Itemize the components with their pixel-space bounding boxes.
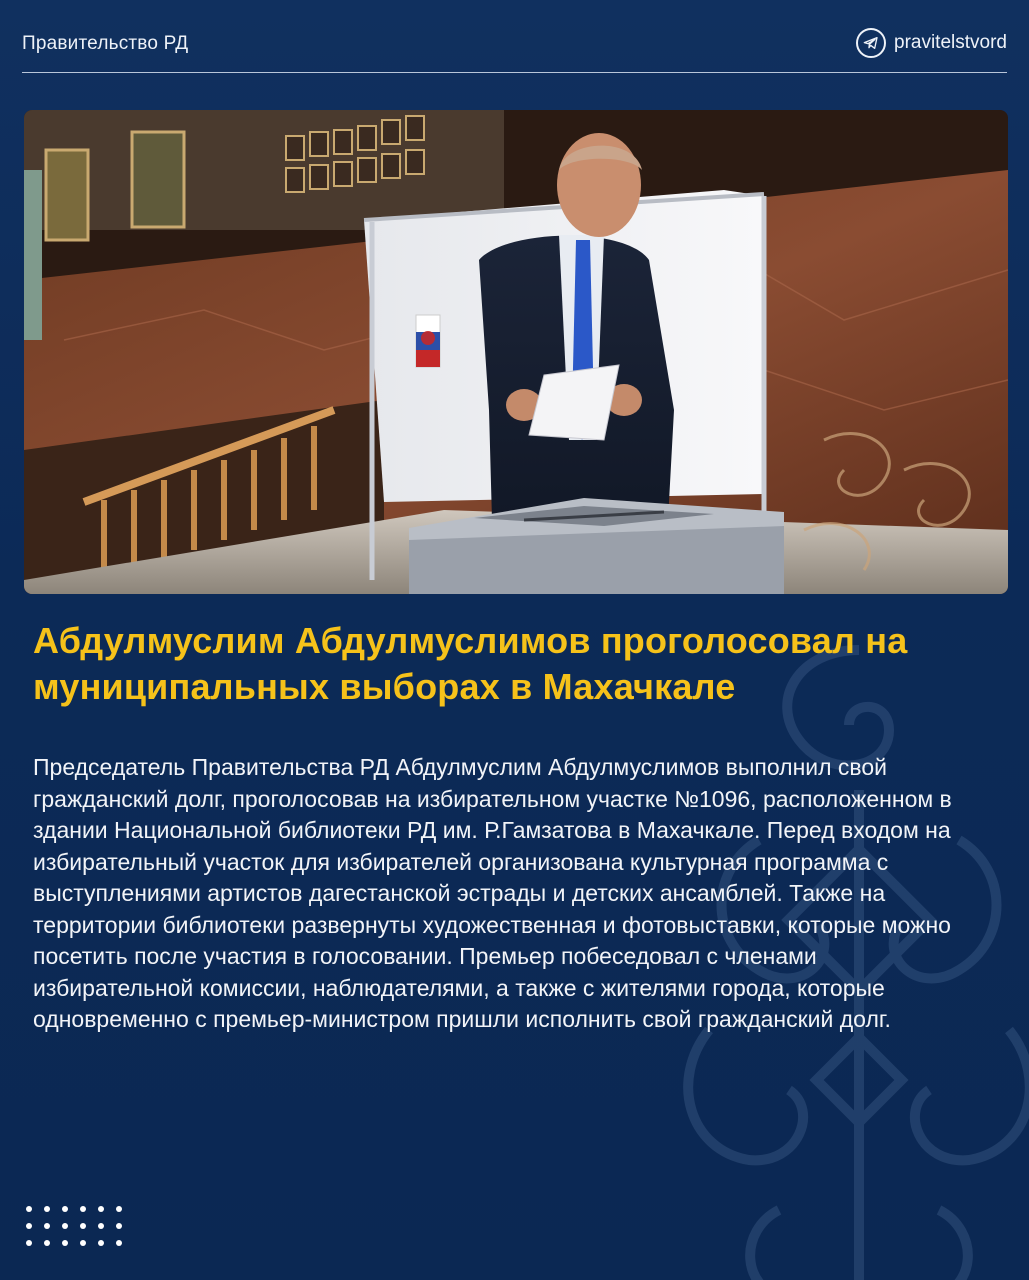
news-photo — [24, 110, 1008, 594]
photo-illustration — [24, 110, 1008, 594]
header-bar — [22, 28, 1007, 73]
article-body: Председатель Правительства РД Абдулмуслим Абдулмуслимов выполнил свой гражданский долг, проголосовав на избирательном участке №1096, расположенном в здании Национальной библиотеки РД им. Р.Гамзатова в Махачкале. Перед входом на избирательный участок для избирателей организована культурная программа с выступлениями артистов дагестанской эстрады и детских ансамблей. Также на территории библиотеки развернуты художественная и фотовыставки, которые можно посетить после участия в голосовании. Премьер побеседовал с членами избирательной комиссии, наблюдателями, а также с жителями города, которые одновременно с премьер-министром пришли исполнить свой гражданский долг. — [33, 754, 952, 1032]
article-headline: Абдулмуслим Абдулмуслимов проголосовал на муниципальных выборах в Махачкале — [33, 620, 908, 707]
channel-name: pravitelstvord — [894, 32, 1007, 53]
brand-name: Правительство РД — [22, 33, 189, 54]
dots-decoration — [26, 1206, 122, 1246]
telegram-channel-link[interactable] — [856, 28, 1007, 58]
telegram-icon — [856, 28, 886, 58]
